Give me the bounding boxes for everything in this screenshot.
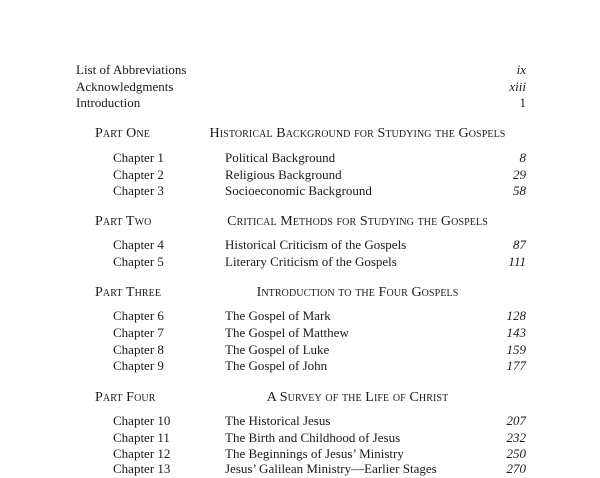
chapter-page: 87 — [513, 237, 526, 252]
chapter-title: The Historical Jesus — [225, 413, 331, 428]
toc-chapter-11[interactable] — [113, 430, 526, 447]
toc-entry-page: ix — [516, 62, 526, 77]
chapter-title: The Birth and Childhood of Jesus — [225, 430, 401, 445]
chapter-number: Chapter 6 — [113, 308, 164, 323]
part-title: Historical Background for Studying the Gospels — [209, 126, 506, 141]
chapter-page: 111 — [508, 254, 526, 269]
chapter-page: 207 — [506, 413, 526, 428]
toc-entry-acknowledgments[interactable] — [76, 79, 526, 96]
chapter-number: Chapter 8 — [113, 342, 164, 357]
chapter-page: 8 — [519, 150, 526, 165]
part-heading-two — [95, 214, 540, 231]
toc-entry-page: 1 — [519, 95, 526, 110]
toc-chapter-4[interactable] — [113, 237, 526, 254]
chapter-title: Historical Criticism of the Gospels — [225, 237, 407, 252]
chapter-title: Jesus’ Galilean Ministry—Earlier Stages — [225, 461, 437, 476]
toc-entry-label: Introduction — [76, 95, 141, 110]
chapter-number: Chapter 5 — [113, 254, 164, 269]
toc-entry-abbreviations[interactable] — [76, 62, 526, 79]
chapter-number: Chapter 3 — [113, 183, 164, 198]
chapter-number: Chapter 9 — [113, 358, 164, 373]
part-label: Part Three — [95, 285, 162, 300]
chapter-page: 128 — [506, 308, 526, 323]
part-label: Part Four — [95, 390, 156, 405]
chapter-page: 270 — [506, 461, 526, 476]
chapter-title: Religious Background — [225, 167, 342, 182]
chapter-number: Chapter 7 — [113, 325, 164, 340]
chapter-page: 250 — [506, 446, 526, 461]
part-label: Part Two — [95, 214, 152, 229]
chapter-page: 232 — [506, 430, 526, 445]
toc-chapter-2[interactable] — [113, 167, 526, 184]
chapter-title: The Gospel of John — [225, 358, 328, 373]
chapter-number: Chapter 10 — [113, 413, 171, 428]
part-heading-three — [95, 285, 540, 302]
toc-entry-introduction[interactable] — [76, 95, 526, 112]
chapter-page: 29 — [513, 167, 526, 182]
chapter-page: 177 — [506, 358, 526, 373]
part-heading-four — [95, 390, 540, 407]
chapter-page: 58 — [513, 183, 526, 198]
part-title: Critical Methods for Studying the Gospels — [227, 214, 488, 229]
toc-chapter-7[interactable] — [113, 325, 526, 342]
chapter-page: 143 — [506, 325, 526, 340]
chapter-title: The Gospel of Luke — [225, 342, 330, 357]
part-heading-one — [95, 126, 540, 143]
toc-chapter-3[interactable] — [113, 183, 526, 200]
chapter-title: Literary Criticism of the Gospels — [225, 254, 397, 269]
toc-entry-label: Acknowledgments — [76, 79, 174, 94]
chapter-number: Chapter 13 — [113, 461, 171, 476]
part-title: Introduction to the Four Gospels — [256, 285, 459, 300]
chapter-number: Chapter 11 — [113, 430, 170, 445]
toc-entry-page: xiii — [509, 79, 526, 94]
chapter-page: 159 — [506, 342, 526, 357]
part-title: A Survey of the Life of Christ — [266, 390, 449, 405]
chapter-title: The Beginnings of Jesus’ Ministry — [225, 446, 404, 461]
toc-entry-label: List of Abbreviations — [76, 62, 187, 77]
chapter-number: Chapter 4 — [113, 237, 164, 252]
toc-chapter-6[interactable] — [113, 308, 526, 325]
chapter-title: Political Background — [225, 150, 336, 165]
chapter-number: Chapter 1 — [113, 150, 164, 165]
chapter-title: The Gospel of Mark — [225, 308, 331, 323]
chapter-number: Chapter 2 — [113, 167, 164, 182]
toc-chapter-9[interactable] — [113, 358, 526, 375]
toc-chapter-1[interactable] — [113, 150, 526, 167]
toc-chapter-10[interactable] — [113, 413, 526, 430]
toc-chapter-8[interactable] — [113, 342, 526, 359]
part-label: Part One — [95, 126, 150, 141]
chapter-title: The Gospel of Matthew — [225, 325, 349, 340]
chapter-title: Socioeconomic Background — [225, 183, 372, 198]
toc-chapter-5[interactable] — [113, 254, 526, 271]
chapter-number: Chapter 12 — [113, 446, 171, 461]
